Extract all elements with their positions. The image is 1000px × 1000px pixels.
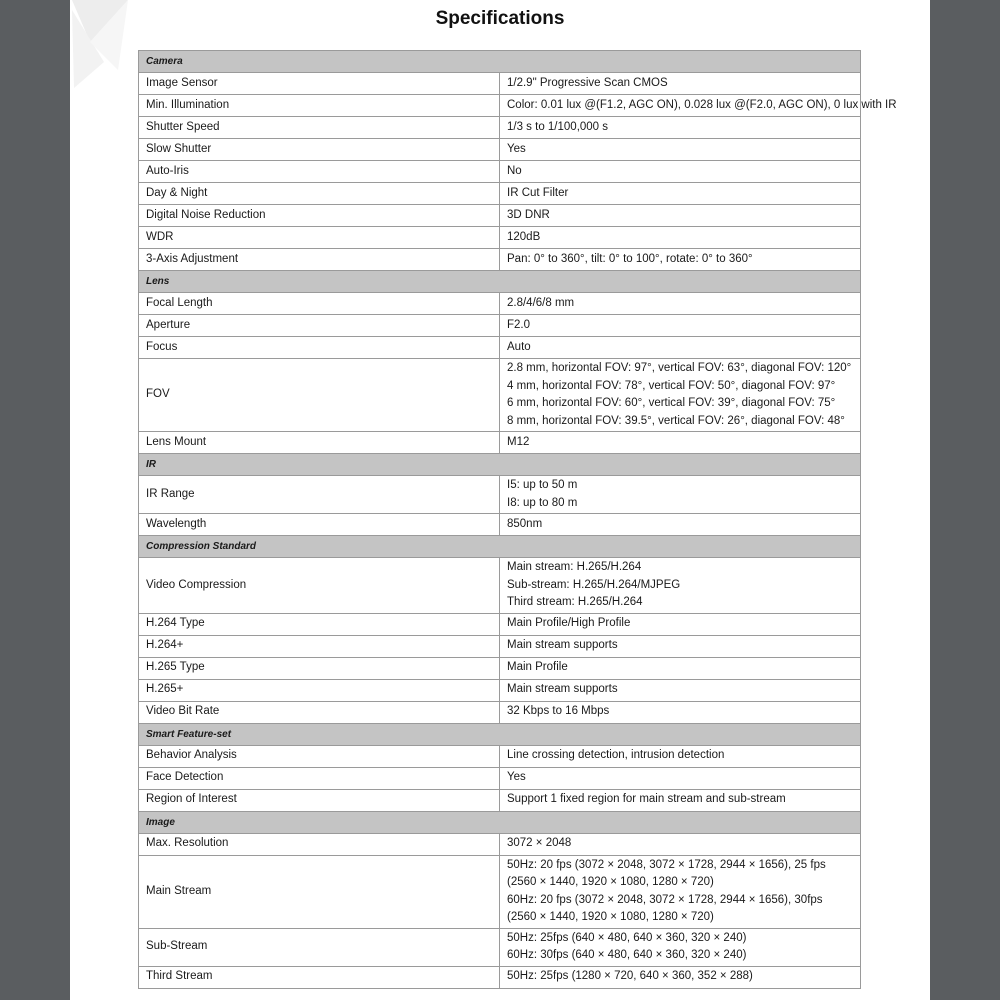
spec-value-line: 3072 × 2048 <box>507 837 572 850</box>
spec-label: FOV <box>139 359 500 432</box>
spec-label: Wavelength <box>139 514 500 536</box>
table-row <box>139 161 861 183</box>
table-row <box>139 315 861 337</box>
spec-value-line: Yes <box>507 771 526 784</box>
section-title: Smart Feature-set <box>139 723 861 745</box>
section-header <box>139 51 861 73</box>
spec-table-body <box>139 51 897 989</box>
spec-value <box>500 635 861 657</box>
spec-value-line: Color: 0.01 lux @(F1.2, AGC ON), 0.028 lux @(F2.0, AGC ON), 0 lux with IR <box>507 98 897 111</box>
spec-value <box>500 855 861 928</box>
spec-label: Behavior Analysis <box>139 745 500 767</box>
spec-value-line: 50Hz: 25fps (1280 × 720, 640 × 360, 352 × 288) <box>507 970 753 983</box>
spec-label: H.264 Type <box>139 613 500 635</box>
spec-label: Max. Resolution <box>139 833 500 855</box>
section-title: IR <box>139 454 861 476</box>
spec-value-line: 3D DNR <box>507 208 550 221</box>
spec-value-line: Yes <box>507 142 526 155</box>
table-row <box>139 767 861 789</box>
spec-value <box>500 205 861 227</box>
section-header <box>139 723 861 745</box>
spec-value-line: M12 <box>507 435 530 448</box>
table-row <box>139 966 861 988</box>
spec-value-line: 50Hz: 25fps (640 × 480, 640 × 360, 320 × 240) <box>507 931 747 944</box>
spec-label: Lens Mount <box>139 432 500 454</box>
spec-value <box>500 833 861 855</box>
table-row <box>139 73 861 95</box>
spec-value-line: 60Hz: 30fps (640 × 480, 640 × 360, 320 × 240) <box>507 949 747 961</box>
spec-value <box>500 227 861 249</box>
spec-value-line: Auto <box>507 340 531 353</box>
spec-value-line: 1/2.9" Progressive Scan CMOS <box>507 76 668 89</box>
spec-value-line: 60Hz: 20 fps (3072 × 2048, 3072 × 1728, 2944 × 1656), 30fps (2560 × 1440, 1920 × 1080, 1280 × 720) <box>507 893 823 923</box>
table-row <box>139 249 861 271</box>
spec-value-line: 6 mm, horizontal FOV: 60°, vertical FOV: 39°, diagonal FOV: 75° <box>507 397 836 409</box>
spec-label: 3-Axis Adjustment <box>139 249 500 271</box>
spec-label: Digital Noise Reduction <box>139 205 500 227</box>
spec-table <box>138 50 897 989</box>
spec-value <box>500 249 861 271</box>
spec-label: IR Range <box>139 476 500 514</box>
spec-label: H.265+ <box>139 679 500 701</box>
spec-value <box>500 95 897 117</box>
table-row <box>139 227 861 249</box>
table-row <box>139 95 861 117</box>
spec-value <box>500 613 861 635</box>
spec-value-line: Main stream supports <box>507 639 618 652</box>
spec-value <box>500 679 861 701</box>
spec-value <box>500 293 861 315</box>
spec-value-line: 2.8 mm, horizontal FOV: 97°, vertical FOV: 63°, diagonal FOV: 120° <box>507 362 852 374</box>
spec-label: Main Stream <box>139 855 500 928</box>
spec-label: H.264+ <box>139 635 500 657</box>
table-row <box>139 928 861 966</box>
spec-value <box>500 337 861 359</box>
spec-value <box>500 928 861 966</box>
table-row <box>139 558 861 614</box>
spec-value <box>500 745 861 767</box>
spec-label: Third Stream <box>139 966 500 988</box>
spec-value-line: 1/3 s to 1/100,000 s <box>507 120 609 133</box>
spec-value-line: No <box>507 164 522 177</box>
section-header <box>139 454 861 476</box>
table-row <box>139 205 861 227</box>
table-row <box>139 293 861 315</box>
spec-value <box>500 966 861 988</box>
section-header <box>139 536 861 558</box>
spec-value-line: Main stream supports <box>507 683 618 696</box>
spec-value-line: IR Cut Filter <box>507 186 569 199</box>
table-row <box>139 855 861 928</box>
spec-value-line: Main Profile/High Profile <box>507 617 631 630</box>
section-header <box>139 271 861 293</box>
spec-value-line: 50Hz: 20 fps (3072 × 2048, 3072 × 1728, 2944 × 1656), 25 fps (2560 × 1440, 1920 × 1080, 1280 × 720) <box>507 858 826 888</box>
spec-label: Focus <box>139 337 500 359</box>
spec-value <box>500 432 861 454</box>
table-row <box>139 432 861 454</box>
spec-value-line: 850nm <box>507 517 543 530</box>
table-row <box>139 635 861 657</box>
spec-label: H.265 Type <box>139 657 500 679</box>
table-row <box>139 745 861 767</box>
spec-label: Aperture <box>139 315 500 337</box>
spec-value <box>500 514 861 536</box>
spec-value <box>500 558 861 614</box>
spec-value-line: 120dB <box>507 230 541 243</box>
spec-value-line: F2.0 <box>507 318 531 331</box>
spec-value-line: Third stream: H.265/H.264 <box>507 596 643 608</box>
spec-label: WDR <box>139 227 500 249</box>
table-row <box>139 337 861 359</box>
spec-label: Face Detection <box>139 767 500 789</box>
table-row <box>139 117 861 139</box>
spec-label: Day & Night <box>139 183 500 205</box>
table-row <box>139 613 861 635</box>
section-title: Compression Standard <box>139 536 861 558</box>
spec-value-line: Sub-stream: H.265/H.264/MJPEG <box>507 578 681 591</box>
spec-value-line: I5: up to 50 m <box>507 479 578 491</box>
spec-value-line: I8: up to 80 m <box>507 496 578 509</box>
section-title: Image <box>139 811 861 833</box>
spec-label: Shutter Speed <box>139 117 500 139</box>
spec-value <box>500 476 861 514</box>
spec-label: Min. Illumination <box>139 95 500 117</box>
spec-label: Slow Shutter <box>139 139 500 161</box>
spec-value <box>500 117 861 139</box>
section-header <box>139 811 861 833</box>
table-row <box>139 183 861 205</box>
table-row <box>139 139 861 161</box>
table-row <box>139 476 861 514</box>
spec-label: Sub-Stream <box>139 928 500 966</box>
spec-value-line: 4 mm, horizontal FOV: 78°, vertical FOV: 50°, diagonal FOV: 97° <box>507 379 836 392</box>
spec-value <box>500 657 861 679</box>
table-row <box>139 789 861 811</box>
spec-value <box>500 767 861 789</box>
section-title: Lens <box>139 271 861 293</box>
spec-value-line: 2.8/4/6/8 mm <box>507 296 575 309</box>
spec-value <box>500 161 861 183</box>
spec-value <box>500 315 861 337</box>
spec-label: Region of Interest <box>139 789 500 811</box>
spec-value <box>500 789 861 811</box>
spec-value <box>500 73 861 95</box>
spec-value-line: Main Profile <box>507 661 568 674</box>
document-page <box>70 0 930 1000</box>
spec-value-line: Pan: 0° to 360°, tilt: 0° to 100°, rotate: 0° to 360° <box>507 252 753 265</box>
spec-value <box>500 701 861 723</box>
spec-value-line: Line crossing detection, intrusion detection <box>507 749 725 762</box>
spec-label: Focal Length <box>139 293 500 315</box>
spec-value <box>500 359 861 432</box>
spec-label: Video Compression <box>139 558 500 614</box>
spec-value <box>500 183 861 205</box>
table-row <box>139 514 861 536</box>
table-row <box>139 679 861 701</box>
spec-value-line: 8 mm, horizontal FOV: 39.5°, vertical FOV: 26°, diagonal FOV: 48° <box>507 414 845 427</box>
spec-value <box>500 139 861 161</box>
spec-label: Image Sensor <box>139 73 500 95</box>
spec-label: Video Bit Rate <box>139 701 500 723</box>
spec-value-line: Main stream: H.265/H.264 <box>507 561 642 573</box>
spec-value-line: Support 1 fixed region for main stream and sub-stream <box>507 793 786 806</box>
table-row <box>139 833 861 855</box>
table-row <box>139 657 861 679</box>
table-row <box>139 359 861 432</box>
spec-value-line: 32 Kbps to 16 Mbps <box>507 705 610 718</box>
section-title: Camera <box>139 51 861 73</box>
page-title: Specifications <box>435 8 565 29</box>
table-row <box>139 701 861 723</box>
spec-label: Auto-Iris <box>139 161 500 183</box>
